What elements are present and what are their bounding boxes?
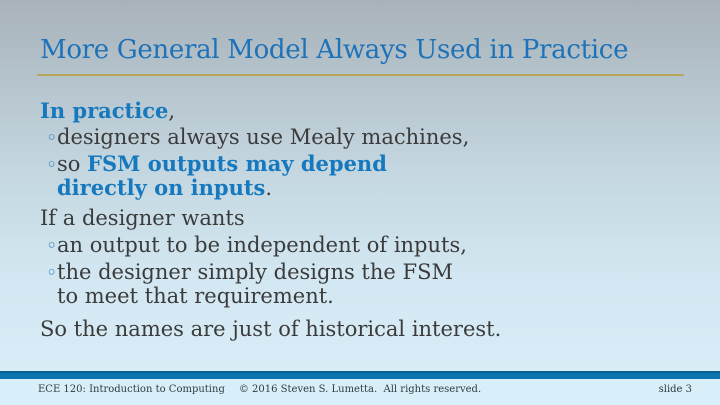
- page-title: More General Model Always Used in Practice: [40, 35, 629, 65]
- para1-lead-tail: ,: [168, 99, 176, 123]
- bullet-icon: ◦: [46, 127, 58, 149]
- bullet-icon: ◦: [46, 154, 58, 176]
- footer-copyright: © 2016 Steven S. Lumetta. All rights reserved.: [238, 384, 482, 395]
- para2-bullet2-continuation: to meet that requirement.: [57, 284, 334, 308]
- para2-bullet2: [46, 261, 453, 285]
- footer-accent-bar: [0, 371, 720, 379]
- bullet-icon: ◦: [46, 235, 58, 257]
- para1-bullet2-continuation: [57, 176, 272, 200]
- para2-lead: If a designer wants: [40, 206, 245, 230]
- para1-lead: [40, 99, 175, 123]
- para1-bullet1-text: designers always use Mealy machines,: [57, 125, 470, 149]
- footer-slide-number: slide 3: [658, 384, 692, 395]
- para2-bullet1-text: an output to be independent of inputs,: [57, 233, 467, 257]
- title-underline: [37, 74, 684, 76]
- para1-bullet1: [46, 126, 469, 150]
- para2-bullet1: [46, 234, 467, 258]
- para1-bullet2-cont-highlight: directly on inputs: [57, 175, 266, 200]
- closing-sentence: So the names are just of historical interest.: [40, 317, 502, 341]
- para1-bullet2: [46, 152, 387, 177]
- footer-course-label: ECE 120: Introduction to Computing: [38, 384, 225, 395]
- para1-bullet2-cont-tail: .: [265, 176, 273, 200]
- para1-lead-highlight: In practice: [40, 98, 169, 123]
- bullet-icon: ◦: [46, 262, 58, 284]
- para1-bullet2-prefix: so: [57, 152, 88, 176]
- para1-bullet2-highlight: FSM outputs may depend: [87, 151, 387, 176]
- para2-bullet2-text: the designer simply designs the FSM: [57, 260, 453, 284]
